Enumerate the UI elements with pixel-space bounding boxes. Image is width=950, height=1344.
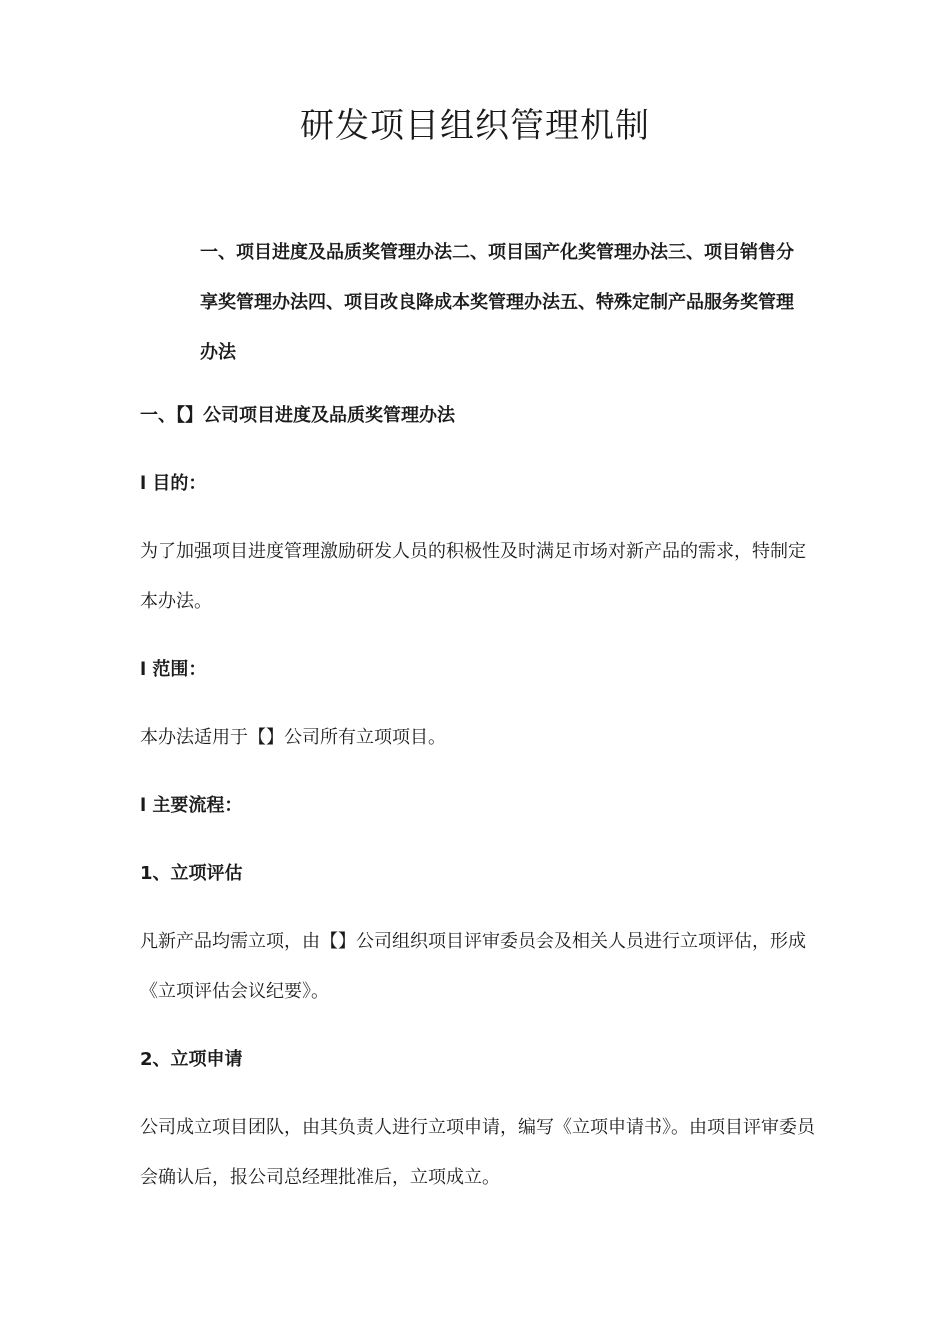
document-title: 研发项目组织管理机制 bbox=[300, 106, 650, 146]
scope-heading: l 范围： bbox=[140, 659, 207, 680]
step-2-paragraph: 公司成立项目团队，由其负责人进行立项申请，编写《立项申请书》。由项目评审委员会确认后，报公司总经理批准后，立项成立。 bbox=[140, 1117, 815, 1188]
scope-paragraph: 本办法适用于【】公司所有立项项目。 bbox=[140, 727, 446, 748]
table-of-contents: 一、项目进度及品质奖管理办法二、项目国产化奖管理办法三、项目销售分享奖管理办法四、项目改良降成本奖管理办法五、特殊定制产品服务奖管理办法 bbox=[200, 242, 794, 363]
step-1-heading: 1、立项评估 bbox=[140, 863, 243, 884]
step-1-paragraph: 凡新产品均需立项，由【】公司组织项目评审委员会及相关人员进行立项评估，形成《立项评估会议纪要》。 bbox=[140, 931, 806, 1002]
purpose-heading: l 目的： bbox=[140, 473, 207, 494]
step-2-heading: 2、立项申请 bbox=[140, 1049, 243, 1070]
process-heading: l 主要流程： bbox=[140, 795, 243, 816]
section-1-heading: 一、【】公司项目进度及品质奖管理办法 bbox=[140, 405, 455, 426]
purpose-paragraph: 为了加强项目进度管理激励研发人员的积极性及时满足市场对新产品的需求，特制定本办法。 bbox=[140, 541, 806, 612]
